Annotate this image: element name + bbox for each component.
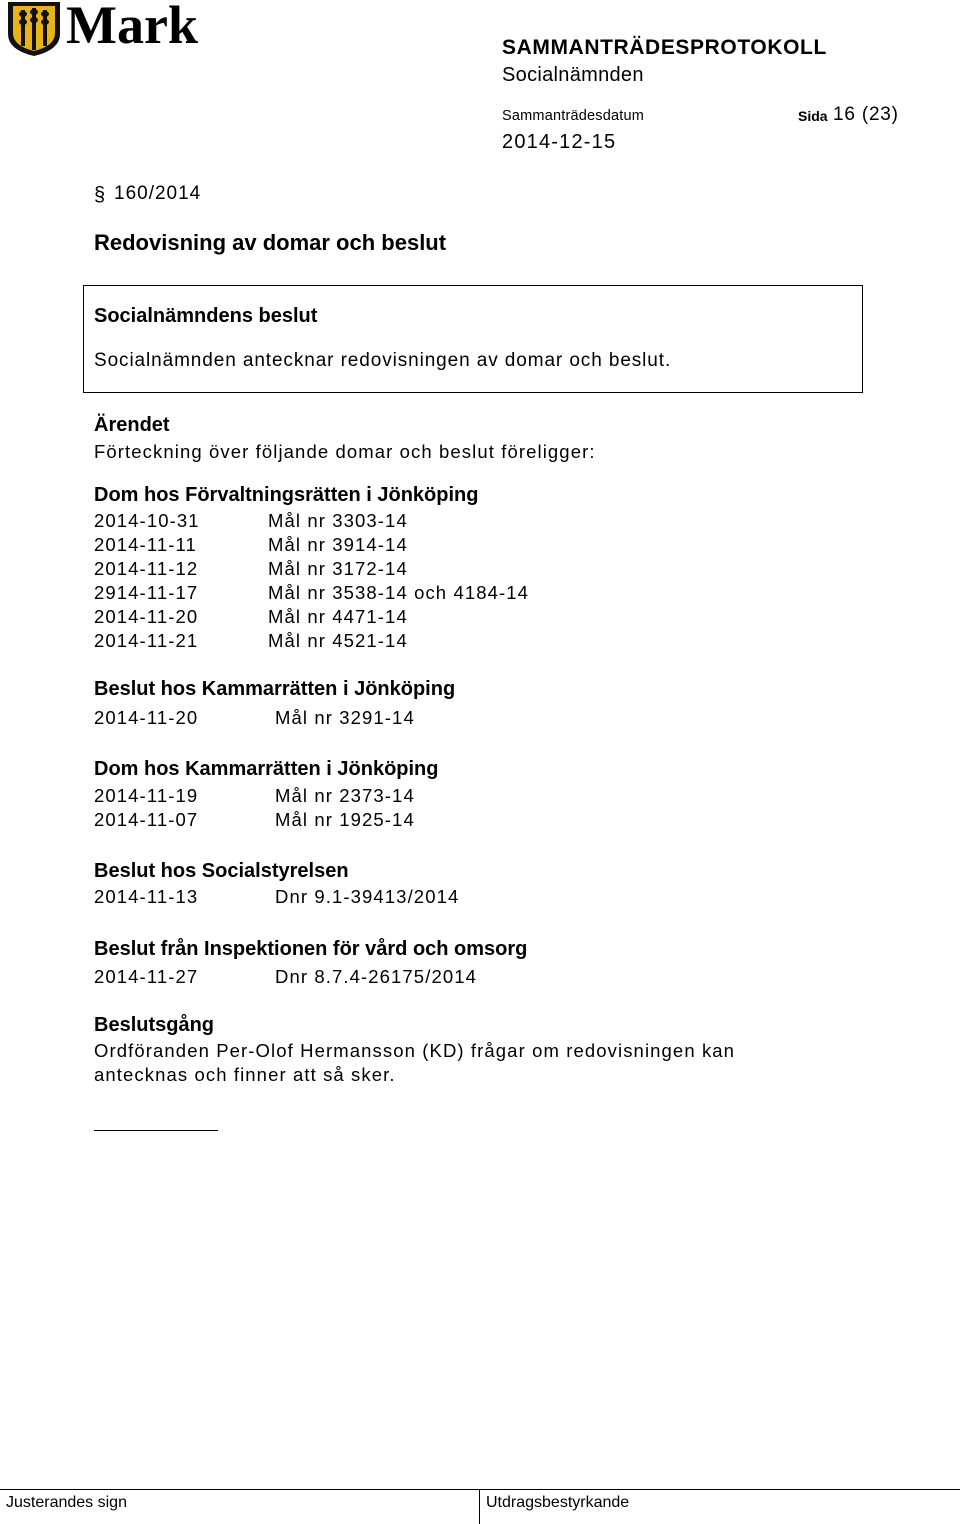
- row-date: 2014-11-20: [94, 707, 199, 728]
- group-heading: Beslut hos Kammarrätten i Jönköping: [94, 678, 456, 700]
- row-ref: Mål nr 3538-14 och 4184-14: [268, 582, 530, 603]
- arendet-intro: Förteckning över följande domar och beslut föreligger:: [94, 441, 596, 462]
- meeting-date: 2014-12-15: [502, 131, 617, 153]
- row-ref: Dnr 8.7.4-26175/2014: [275, 966, 477, 987]
- row-ref: Mål nr 2373-14: [275, 785, 415, 806]
- row-ref: Mål nr 3914-14: [268, 534, 408, 555]
- page-label: Sida: [798, 108, 828, 124]
- row-date: 2014-11-12: [94, 558, 199, 579]
- group-heading: Dom hos Förvaltningsrätten i Jönköping: [94, 484, 479, 506]
- beslutsgang-text-line2: antecknas och finner att så sker.: [94, 1064, 396, 1085]
- beslutsgang-heading: Beslutsgång: [94, 1014, 215, 1036]
- paragraph-sign: §: [94, 184, 106, 206]
- row-ref: Mål nr 4471-14: [268, 606, 408, 627]
- document-type: SAMMANTRÄDESPROTOKOLL: [502, 36, 827, 59]
- meeting-date-label: Sammanträdesdatum: [502, 108, 645, 124]
- row-ref: Mål nr 3291-14: [275, 707, 415, 728]
- end-divider: [94, 1130, 218, 1131]
- row-ref: Mål nr 1925-14: [275, 809, 415, 830]
- row-date: 2914-11-17: [94, 582, 199, 603]
- item-title: Redovisning av domar och beslut: [94, 230, 447, 255]
- organ-name: Socialnämnden: [502, 64, 644, 86]
- row-date: 2014-11-13: [94, 886, 199, 907]
- group-heading: Dom hos Kammarrätten i Jönköping: [94, 758, 439, 780]
- beslutsgang-text-line1: Ordföranden Per-Olof Hermansson (KD) frågar om redovisningen kan: [94, 1040, 736, 1061]
- row-date: 2014-11-19: [94, 785, 199, 806]
- coat-of-arms-icon: [4, 0, 64, 58]
- row-ref: Mål nr 3303-14: [268, 510, 408, 531]
- logo-wordmark: Mark: [66, 0, 198, 55]
- page-number: 16 (23): [833, 104, 899, 125]
- row-ref: Dnr 9.1-39413/2014: [275, 886, 460, 907]
- decision-heading: Socialnämndens beslut: [94, 305, 318, 327]
- row-date: 2014-11-27: [94, 966, 199, 987]
- signature-field-justerandes: Justerandes sign: [6, 1494, 127, 1511]
- signature-field-utdrag: Utdragsbestyrkande: [486, 1494, 630, 1511]
- row-ref: Mål nr 4521-14: [268, 630, 408, 651]
- footer-rule: [0, 1489, 960, 1490]
- row-date: 2014-11-11: [94, 534, 197, 555]
- decision-box: [83, 285, 863, 393]
- row-date: 2014-11-07: [94, 809, 199, 830]
- group-heading: Beslut från Inspektionen för vård och omsorg: [94, 938, 528, 960]
- row-date: 2014-11-20: [94, 606, 199, 627]
- row-ref: Mål nr 3172-14: [268, 558, 408, 579]
- row-date: 2014-11-21: [94, 630, 199, 651]
- decision-text: Socialnämnden antecknar redovisningen av domar och beslut.: [94, 350, 672, 371]
- footer-divider: [479, 1489, 480, 1524]
- section-number: 160/2014: [114, 183, 202, 204]
- group-heading: Beslut hos Socialstyrelsen: [94, 860, 349, 882]
- arendet-heading: Ärendet: [94, 414, 170, 436]
- row-date: 2014-10-31: [94, 510, 200, 531]
